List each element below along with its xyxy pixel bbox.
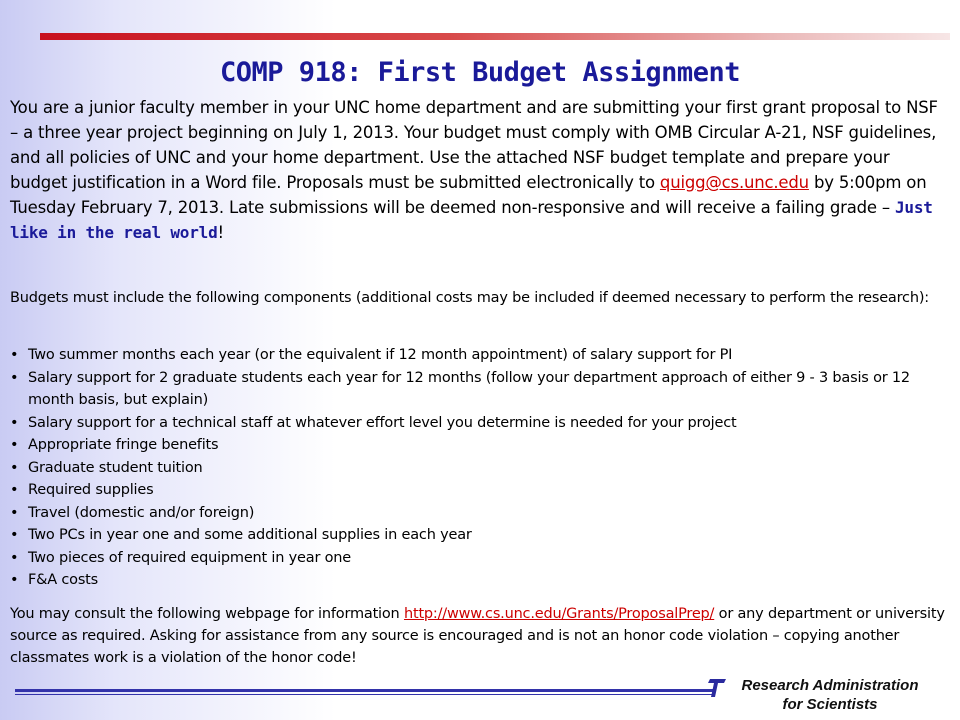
intro-end: ! bbox=[217, 223, 224, 242]
footer-logo-icon bbox=[704, 676, 728, 700]
top-accent-rule bbox=[40, 33, 950, 40]
email-link[interactable]: quigg@cs.unc.edu bbox=[659, 173, 809, 192]
components-intro: Budgets must include the following components (additional costs may be included if deemed necessary to perform the research): bbox=[10, 290, 929, 306]
closing-paragraph bbox=[10, 603, 950, 669]
components-list bbox=[10, 344, 950, 592]
intro-text-2: by 5:00pm on Tuesday February 7, 2013. Late submissions will be deemed non-responsive and will receive a failing grade – bbox=[10, 173, 927, 217]
list-item: • Required supplies bbox=[10, 479, 950, 502]
footer-line-2: for Scientists bbox=[782, 696, 878, 713]
footer-logo-text bbox=[730, 676, 930, 714]
page-title: COMP 918: First Budget Assignment bbox=[220, 57, 740, 88]
assignment-intro bbox=[10, 95, 950, 245]
footer-rule bbox=[15, 689, 715, 692]
intro-emphasis: Just like in the real world bbox=[10, 198, 933, 242]
list-item: • Two pieces of required equipment in year one bbox=[10, 547, 950, 570]
list-item: • F&A costs bbox=[10, 569, 950, 592]
proposal-prep-link[interactable]: http://www.cs.unc.edu/Grants/ProposalPrep/ bbox=[403, 606, 715, 622]
list-item: • Two summer months each year (or the equivalent if 12 month appointment) of salary support for PI bbox=[10, 344, 950, 367]
list-item: • Salary support for a technical staff at whatever effort level you determine is needed for your project bbox=[10, 412, 950, 435]
list-item: • Appropriate fringe benefits bbox=[10, 434, 950, 457]
closing-text-2: or any department or university source as required. Asking for assistance from any source is encouraged and is not an honor code violation – copying another classmates work is a violation of the honor code! bbox=[10, 606, 945, 666]
list-item: • Two PCs in year one and some additional supplies in each year bbox=[10, 524, 950, 547]
footer-rule-thin bbox=[15, 694, 715, 695]
closing-text-1: You may consult the following webpage for information bbox=[10, 606, 404, 622]
list-item: • Salary support for 2 graduate students each year for 12 months (follow your department approach of either 9 - 3 basis or 12 month basis, but explain) bbox=[10, 367, 950, 412]
footer-line-1: Research Administration bbox=[741, 677, 919, 694]
list-item: • Travel (domestic and/or foreign) bbox=[10, 502, 950, 525]
list-item: • Graduate student tuition bbox=[10, 457, 950, 480]
footer-bar bbox=[0, 676, 960, 720]
intro-text-1: You are a junior faculty member in your UNC home department and are submitting your first grant proposal to NSF – a three year project beginning on July 1, 2013. Your budget must comply with OMB Circular A-21, NSF guidelines, and all policies of UNC and your home department. Use the attached NSF budget template and prepare your budget justification in a Word file. Proposals must be submitted electronically to bbox=[10, 98, 938, 192]
